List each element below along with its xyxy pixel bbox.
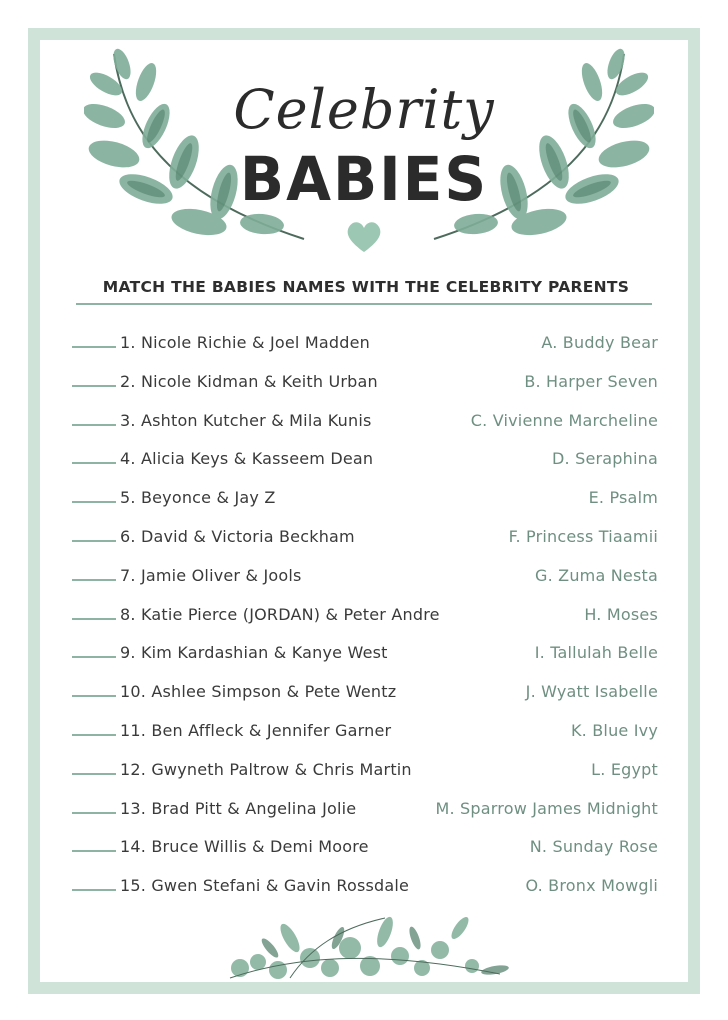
- baby-name: I. Tallulah Belle: [534, 643, 658, 663]
- baby-name: J. Wyatt Isabelle: [525, 682, 658, 702]
- match-row: [72, 446, 658, 485]
- match-row: [72, 330, 658, 369]
- parent-names: 3. Ashton Kutcher & Mila Kunis: [120, 410, 372, 430]
- answer-blank[interactable]: [72, 656, 116, 658]
- baby-name: E. Psalm: [588, 488, 658, 508]
- parent-names: 9. Kim Kardashian & Kanye West: [120, 643, 388, 663]
- answer-blank[interactable]: [72, 734, 116, 736]
- match-row: [72, 679, 658, 718]
- answer-blank[interactable]: [72, 773, 116, 775]
- heart-icon: [345, 220, 383, 254]
- answer-blank[interactable]: [72, 501, 116, 503]
- match-row: [72, 408, 658, 447]
- answer-blank[interactable]: [72, 385, 116, 387]
- baby-name: M. Sparrow James Midnight: [435, 798, 658, 818]
- baby-name: O. Bronx Mowgli: [525, 876, 658, 896]
- baby-name: B. Harper Seven: [524, 371, 658, 391]
- instructions-heading: MATCH THE BABIES NAMES WITH THE CELEBRITY PARENTS: [102, 278, 630, 296]
- parent-names: 8. Katie Pierce (JORDAN) & Peter Andre: [120, 604, 440, 624]
- answer-blank[interactable]: [72, 579, 116, 581]
- eucalyptus-foliage-icon: [210, 908, 520, 984]
- answer-blank[interactable]: [72, 889, 116, 891]
- answer-blank[interactable]: [72, 346, 116, 348]
- parent-names: 13. Brad Pitt & Angelina Jolie: [120, 798, 357, 818]
- match-row: [72, 640, 658, 679]
- match-list: [72, 330, 658, 912]
- baby-name: H. Moses: [584, 604, 658, 624]
- answer-blank[interactable]: [72, 618, 116, 620]
- match-row: [72, 602, 658, 641]
- baby-name: L. Egypt: [591, 759, 658, 779]
- baby-name: C. Vivienne Marcheline: [470, 410, 658, 430]
- parent-names: 5. Beyonce & Jay Z: [120, 488, 276, 508]
- match-row: [72, 873, 658, 912]
- answer-blank[interactable]: [72, 462, 116, 464]
- parent-names: 14. Bruce Willis & Demi Moore: [120, 837, 369, 857]
- parent-names: 2. Nicole Kidman & Keith Urban: [120, 371, 378, 391]
- answer-blank[interactable]: [72, 540, 116, 542]
- match-row: [72, 369, 658, 408]
- match-row: [72, 485, 658, 524]
- match-row: [72, 834, 658, 873]
- match-row: [72, 718, 658, 757]
- match-row: [72, 563, 658, 602]
- match-row: [72, 524, 658, 563]
- parent-names: 10. Ashlee Simpson & Pete Wentz: [120, 682, 397, 702]
- parent-names: 4. Alicia Keys & Kasseem Dean: [120, 449, 374, 469]
- parent-names: 11. Ben Affleck & Jennifer Garner: [120, 720, 392, 740]
- baby-name: A. Buddy Bear: [541, 333, 658, 352]
- title-bold: BABIES: [239, 143, 489, 215]
- answer-blank[interactable]: [72, 695, 116, 697]
- answer-blank[interactable]: [72, 850, 116, 852]
- parent-names: 7. Jamie Oliver & Jools: [120, 565, 302, 585]
- parent-names: 1. Nicole Richie & Joel Madden: [120, 333, 370, 352]
- baby-name: K. Blue Ivy: [570, 720, 658, 740]
- match-row: [72, 796, 658, 835]
- baby-name: G. Zuma Nesta: [535, 565, 658, 585]
- baby-name: D. Seraphina: [552, 449, 658, 469]
- match-row: [72, 757, 658, 796]
- baby-name: N. Sunday Rose: [529, 837, 658, 857]
- heading-divider: [76, 303, 652, 305]
- title-script: Celebrity: [233, 78, 495, 141]
- answer-blank[interactable]: [72, 424, 116, 426]
- baby-name: F. Princess Tiaamii: [508, 526, 658, 546]
- parent-names: 12. Gwyneth Paltrow & Chris Martin: [120, 759, 412, 779]
- parent-names: 15. Gwen Stefani & Gavin Rossdale: [120, 876, 410, 896]
- answer-blank[interactable]: [72, 812, 116, 814]
- parent-names: 6. David & Victoria Beckham: [120, 526, 355, 546]
